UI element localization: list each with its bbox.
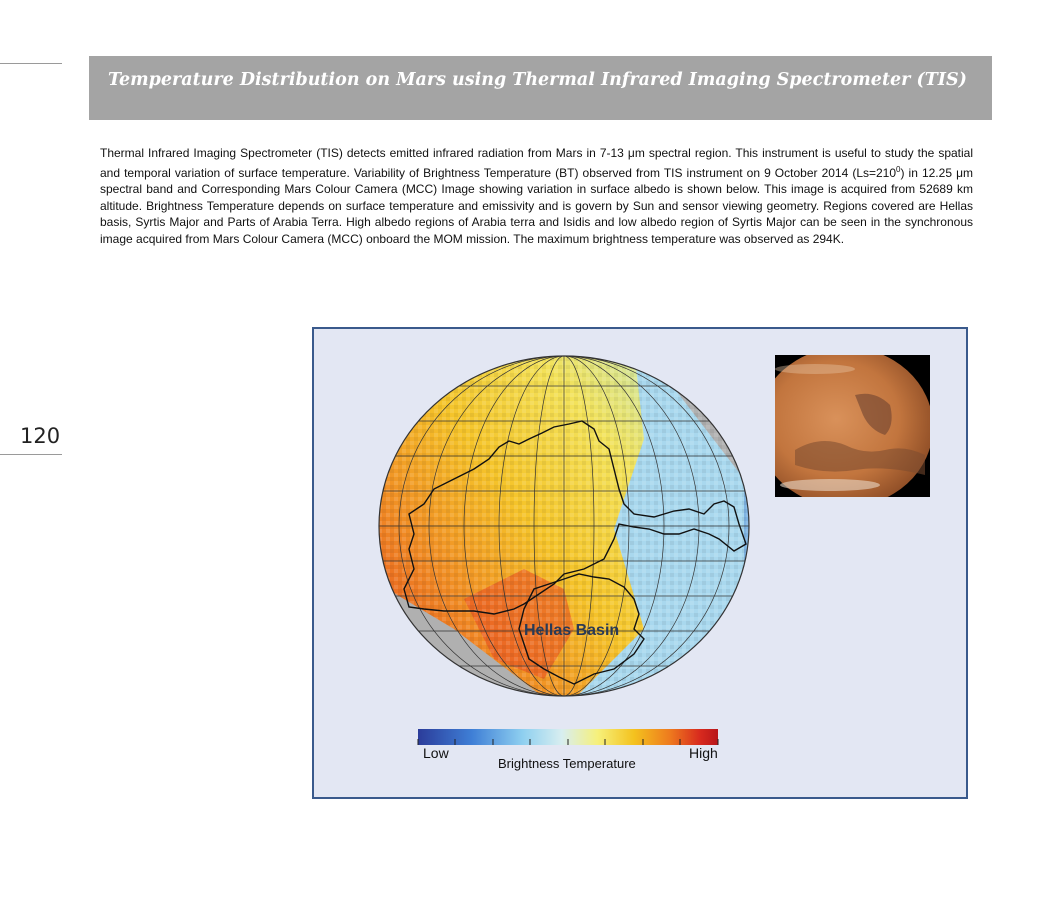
page-number-rule — [0, 454, 62, 455]
page-title: Temperature Distribution on Mars using Thermal Infrared Imaging Spectrometer (TIS) — [108, 70, 967, 90]
hellas-basin-label: Hellas Basin — [524, 622, 620, 639]
colorbar-high-label: High — [689, 745, 718, 761]
body-text-part-2: m spectral region. This instrument is useful to study the spatial and temporal variation of surface temperature. Variability of Brightness Temperature (BT) observed from TIS instrument on 9 October 2014 (Ls=210 — [100, 146, 974, 180]
mu-symbol: μ — [627, 146, 635, 160]
top-margin-rule — [0, 63, 62, 64]
body-text-part-3: ) in 12.25 — [900, 165, 957, 180]
page-number: 120 — [20, 424, 61, 448]
superscript-zero: 0 — [896, 164, 901, 174]
mcc-mars-photo — [775, 355, 930, 497]
mars-figure-panel — [312, 327, 968, 799]
limb-cold-band — [744, 449, 754, 689]
colorbar-low-label: Low — [423, 745, 449, 761]
body-paragraph — [100, 145, 973, 248]
colorbar-title: Brightness Temperature — [498, 756, 636, 771]
body-text-part-1: Thermal Infrared Imaging Spectrometer (TIS) detects emitted infrared radiation from Mars in 7-13 — [100, 146, 628, 160]
title-banner — [89, 56, 992, 120]
mu-symbol: μ — [956, 165, 963, 180]
body-text-part-4: m spectral band and Corresponding Mars Colour Camera (MCC) Image showing variation in surface albedo is shown below. This image is acquired from 52689 km altitude. Brightness Temperature depends on surface temperature and emissivity and is govern by Sun and sensor viewing geometry. Regions covered are Hellas basis, Syrtis Major and Parts of Arabia Terra. High albedo regions of Arabia terra and Isidis and low albedo region of Syrtis Major can be seen in the synchronous image acquired from Mars Colour Camera (MCC) onboard the MOM mission. The maximum brightness temperature was observed as 294K. — [100, 165, 973, 246]
